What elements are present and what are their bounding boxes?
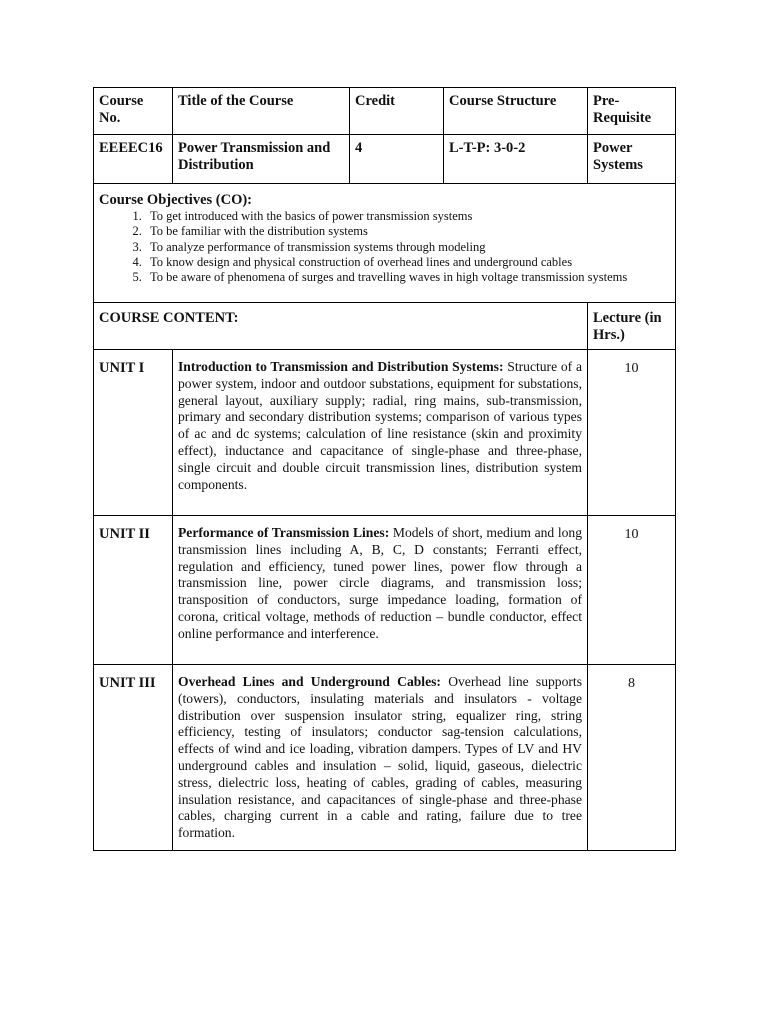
- objectives-cell: [94, 184, 676, 303]
- course-code-cell: [94, 135, 173, 184]
- unit-hours: 8: [628, 676, 635, 691]
- objective-item: 3. To analyze performance of transmission systems through modeling: [145, 240, 670, 255]
- unit-title: Overhead Lines and Underground Cables:: [178, 674, 441, 689]
- unit-description: [173, 516, 587, 643]
- unit-title: Introduction to Transmission and Distribution Systems:: [178, 359, 504, 374]
- unit-description: [173, 350, 587, 493]
- course-content-heading: COURSE CONTENT:: [99, 310, 239, 326]
- course-structure-cell: [444, 135, 588, 184]
- unit-name: UNIT III: [99, 675, 156, 691]
- unit-hours: 10: [624, 361, 639, 376]
- header-prereq-cell: [588, 88, 676, 135]
- header-title-cell: [173, 88, 350, 135]
- unit-hours-cell: [588, 665, 676, 851]
- unit-row: [94, 350, 676, 516]
- course-content-cell: [94, 303, 588, 350]
- unit-desc-cell: [173, 350, 588, 516]
- course-structure: L-T-P: 3-0-2: [449, 140, 526, 156]
- header-row: [94, 88, 676, 135]
- unit-description: [173, 665, 587, 842]
- objective-item: 1. To get introduced with the basics of power transmission systems: [145, 209, 670, 224]
- unit-hours-cell: [588, 516, 676, 665]
- unit-hours-cell: [588, 350, 676, 516]
- course-code: EEEEC16: [99, 140, 163, 156]
- objective-item: 4. To know design and physical construction of overhead lines and underground cables: [145, 255, 670, 270]
- unit-desc-cell: [173, 516, 588, 665]
- unit-body: Models of short, medium and long transmission lines including A, B, C, D constants; Ferranti effect, regulation and efficiency, tuned power lines, power flow through a transmission line, power circle diagrams, and transmission loss; transposition of conductors, surge impedance loading, formation of corona, critical voltage, methods of reduction – bundle conductor, effect online performance and interference.: [178, 525, 582, 641]
- unit-name: UNIT I: [99, 360, 145, 376]
- unit-row: [94, 665, 676, 851]
- objective-item: 5. To be aware of phenomena of surges and travelling waves in high voltage transmission systems: [145, 270, 670, 285]
- objectives-row: [94, 184, 676, 303]
- course-prereq-cell: [588, 135, 676, 184]
- course-credit: 4: [355, 140, 363, 156]
- header-prereq: Pre-Requisite: [593, 93, 651, 126]
- header-title: Title of the Course: [178, 93, 294, 109]
- course-title-cell: [173, 135, 350, 184]
- header-credit-cell: [350, 88, 444, 135]
- objective-item: 2. To be familiar with the distribution systems: [145, 224, 670, 239]
- unit-hours: 10: [624, 527, 639, 542]
- unit-name-cell: [94, 665, 173, 851]
- course-table: [93, 87, 676, 851]
- objectives-list: [99, 209, 670, 285]
- lecture-heading: Lecture (in Hrs.): [593, 310, 662, 343]
- header-credit: Credit: [355, 93, 396, 109]
- header-structure-cell: [444, 88, 588, 135]
- unit-row: [94, 516, 676, 665]
- course-prereq: Power Systems: [593, 140, 643, 173]
- course-credit-cell: [350, 135, 444, 184]
- lecture-heading-cell: [588, 303, 676, 350]
- header-course-no-cell: [94, 88, 173, 135]
- unit-name: UNIT II: [99, 526, 150, 542]
- course-title: Power Transmission and Distribution: [178, 140, 331, 173]
- course-content-row: [94, 303, 676, 350]
- unit-body: Structure of a power system, indoor and outdoor substations, equipment for substations, general layout, auxiliary supply; radial, ring mains, sub-transmission, primary and secondary distribution systems; comparison of various types of ac and dc systems; calculation of line resistance (skin and proximity effect), inductance and capacitance of single-phase and three-phase, single circuit and double circuit transmission lines, distribution system components.: [178, 359, 582, 492]
- course-info-row: [94, 135, 676, 184]
- unit-title: Performance of Transmission Lines:: [178, 525, 390, 540]
- unit-name-cell: [94, 350, 173, 516]
- header-structure: Course Structure: [449, 93, 557, 109]
- unit-desc-cell: [173, 665, 588, 851]
- unit-name-cell: [94, 516, 173, 665]
- unit-body: Overhead line supports (towers), conductors, insulating materials and insulators - voltage distribution over suspension insulator string, equalizer ring, string efficiency, testing of insulators; conductor sag-tension calculations, effects of wind and ice loading, vibration dampers. Types of LV and HV underground cables and insulation – solid, liquid, gaseous, dielectric stress, dielectric loss, heating of cables, grading of cables, measuring insulation resistance, and capacitances of single-phase and three-phase cables, charging current in a cable and rating, failure due to tree formation.: [178, 674, 582, 841]
- objectives-heading: Course Objectives (CO):: [99, 192, 253, 208]
- header-course-no: Course No.: [99, 93, 144, 126]
